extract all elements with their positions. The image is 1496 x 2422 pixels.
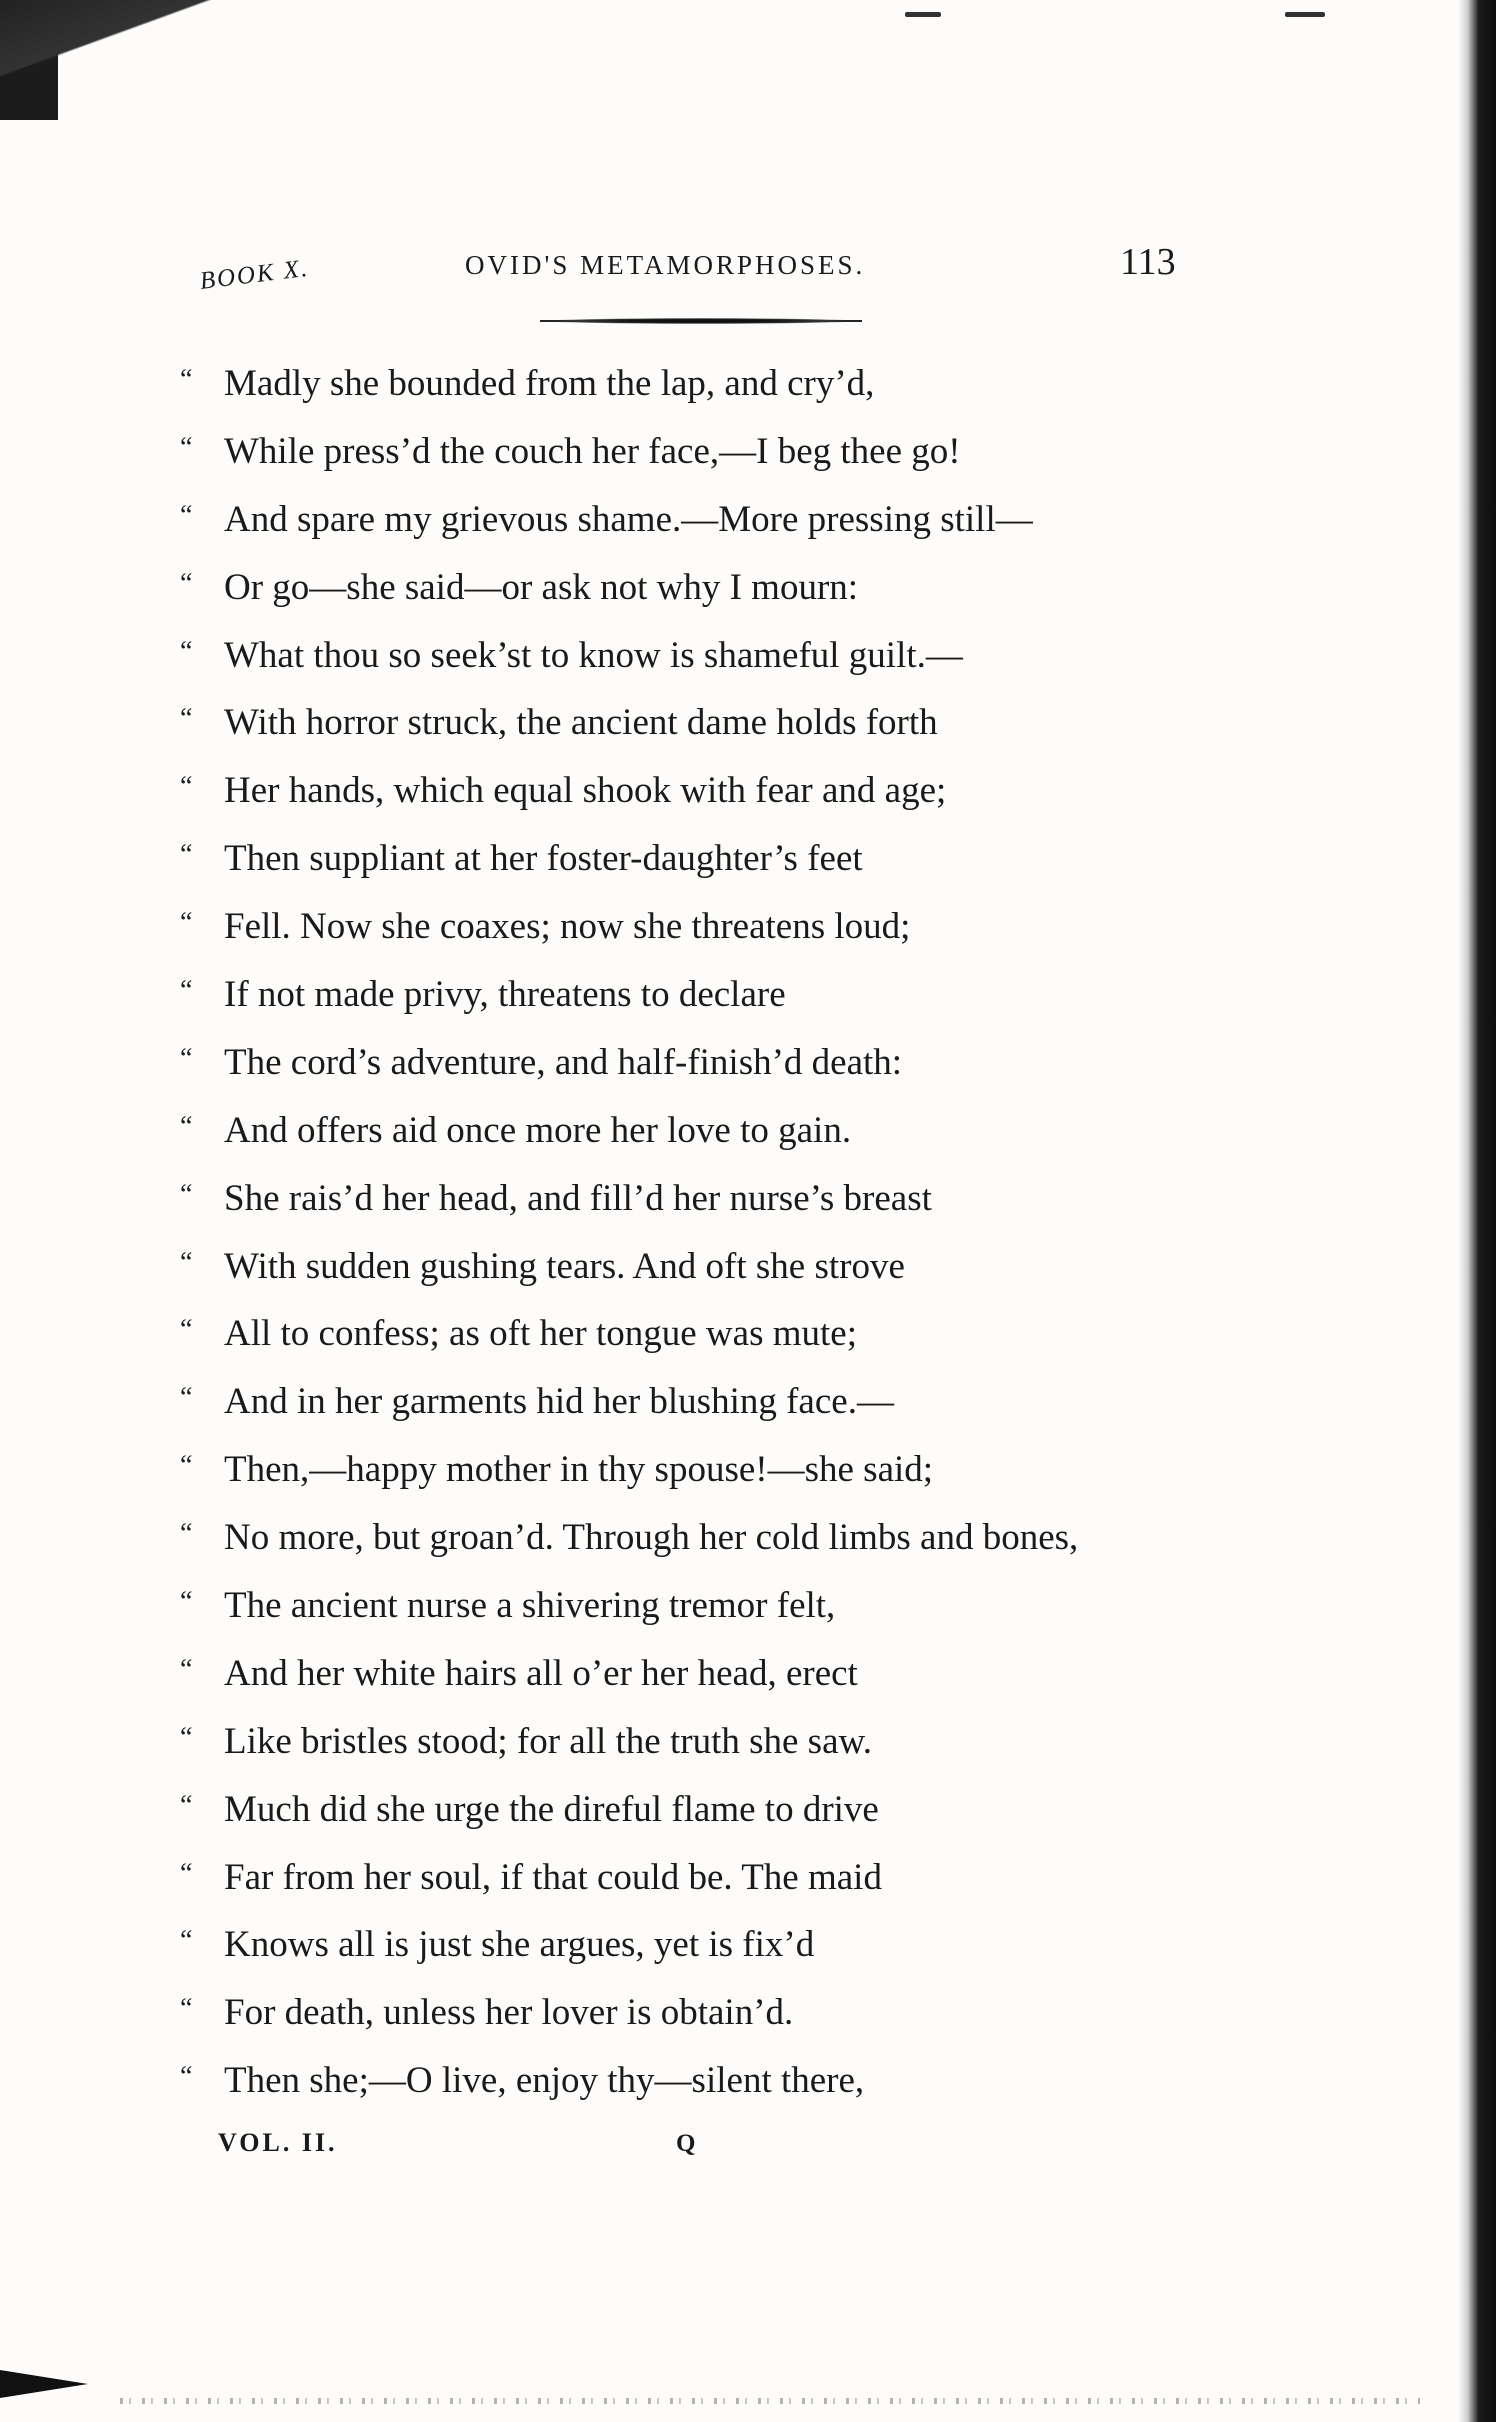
verse-line — [180, 1504, 1220, 1572]
verse-quote-mark: “ — [180, 703, 193, 735]
verse-line — [180, 350, 1220, 418]
verse-line-text: The cord’s adventure, and half-finish’d death: — [224, 1041, 903, 1083]
scan-arrow — [0, 2370, 88, 2398]
header-rule-ornament — [540, 318, 862, 324]
verse-quote-mark: “ — [180, 1450, 193, 1482]
verse-line-text: Knows all is just she argues, yet is fix’d — [224, 1924, 815, 1966]
verse-line-text: Much did she urge the direful flame to drive — [224, 1788, 879, 1830]
verse-block — [180, 350, 1220, 2115]
verse-line — [180, 1097, 1220, 1165]
verse-quote-mark: “ — [180, 1110, 193, 1142]
verse-line-text: Or go—she said—or ask not why I mourn: — [224, 566, 859, 608]
verse-quote-mark: “ — [180, 1857, 193, 1889]
verse-line — [180, 554, 1220, 622]
verse-quote-mark: “ — [180, 567, 193, 599]
verse-line-text: She rais’d her head, and fill’d her nurse’s breast — [224, 1177, 932, 1219]
verse-line-text: And in her garments hid her blushing face.— — [224, 1381, 894, 1423]
verse-line — [180, 825, 1220, 893]
verse-line — [180, 1436, 1220, 1504]
verse-line-text: Fell. Now she coaxes; now she threatens loud; — [224, 906, 911, 948]
verse-line-text: Far from her soul, if that could be. The maid — [224, 1856, 882, 1898]
verse-line — [180, 1029, 1220, 1097]
verse-line — [180, 1572, 1220, 1640]
verse-line-text: With horror struck, the ancient dame holds forth — [224, 702, 938, 744]
verse-line-text: No more, but groan’d. Through her cold limbs and bones, — [224, 1517, 1079, 1559]
verse-line — [180, 757, 1220, 825]
verse-line-text: For death, unless her lover is obtain’d. — [224, 1992, 794, 2034]
verse-line-text: All to confess; as oft her tongue was mute; — [224, 1313, 857, 1355]
verse-quote-mark: “ — [180, 431, 193, 463]
verse-line — [180, 961, 1220, 1029]
verse-quote-mark: “ — [180, 1246, 193, 1278]
verse-line-text: With sudden gushing tears. And oft she strove — [224, 1245, 905, 1287]
verse-line — [180, 2047, 1220, 2115]
verse-quote-mark: “ — [180, 1653, 193, 1685]
running-head — [0, 240, 1496, 300]
verse-line — [180, 1640, 1220, 1708]
verse-line — [180, 1911, 1220, 1979]
verse-line-text: Then she;—O live, enjoy thy—silent there, — [224, 2060, 865, 2102]
verse-quote-mark: “ — [180, 1721, 193, 1753]
verse-quote-mark: “ — [180, 1586, 193, 1618]
verse-quote-mark: “ — [180, 1314, 193, 1346]
verse-quote-mark: “ — [180, 975, 193, 1007]
verse-quote-mark: “ — [180, 771, 193, 803]
verse-line — [180, 418, 1220, 486]
verse-quote-mark: “ — [180, 1925, 193, 1957]
verse-line — [180, 1300, 1220, 1368]
verse-line — [180, 1979, 1220, 2047]
verse-line-text: And her white hairs all o’er her head, erect — [224, 1652, 858, 1694]
book-number: BOOK X. — [198, 254, 311, 295]
verse-line — [180, 1844, 1220, 1912]
verse-line-text: Her hands, which equal shook with fear and age; — [224, 770, 947, 812]
verse-line-text: Like bristles stood; for all the truth she saw. — [224, 1720, 873, 1762]
verse-line — [180, 1233, 1220, 1301]
verse-line-text: And spare my grievous shame.—More pressing still— — [224, 498, 1033, 540]
verse-line — [180, 1776, 1220, 1844]
verse-line — [180, 1165, 1220, 1233]
verse-quote-mark: “ — [180, 1518, 193, 1550]
verse-quote-mark: “ — [180, 907, 193, 939]
verse-line — [180, 1708, 1220, 1776]
verse-quote-mark: “ — [180, 364, 193, 395]
scan-mark — [1285, 12, 1325, 17]
verse-quote-mark: “ — [180, 635, 193, 667]
verse-line — [180, 1368, 1220, 1436]
volume-signature: VOL. II. — [218, 2128, 338, 2157]
verse-quote-mark: “ — [180, 499, 193, 531]
verse-quote-mark: “ — [180, 1178, 193, 1210]
verse-quote-mark: “ — [180, 839, 193, 871]
scan-edge-right — [1458, 0, 1496, 2422]
verse-line-text: Then suppliant at her foster-daughter’s feet — [224, 838, 863, 880]
verse-quote-mark: “ — [180, 1382, 193, 1414]
verse-line-text: Madly she bounded from the lap, and cry’d, — [224, 363, 875, 404]
page-number: 113 — [1120, 241, 1176, 283]
verse-line-text: If not made privy, threatens to declare — [224, 974, 786, 1016]
verse-quote-mark: “ — [180, 2061, 193, 2093]
signature-mark: Q — [676, 2130, 696, 2157]
scan-corner-shadow — [0, 0, 260, 120]
scan-mark — [905, 12, 941, 17]
verse-line-text: While press’d the couch her face,—I beg thee go! — [224, 430, 961, 472]
verse-line-text: Then,—happy mother in thy spouse!—she said; — [224, 1449, 934, 1491]
verse-quote-mark: “ — [180, 1789, 193, 1821]
verse-quote-mark: “ — [180, 1993, 193, 2025]
verse-line — [180, 622, 1220, 690]
verse-line-text: And offers aid once more her love to gain. — [224, 1109, 852, 1151]
verse-line — [180, 893, 1220, 961]
verse-quote-mark: “ — [180, 1042, 193, 1074]
verse-line — [180, 689, 1220, 757]
verse-line-text: The ancient nurse a shivering tremor felt, — [224, 1585, 836, 1627]
verse-line-text: What thou so seek’st to know is shameful guilt.— — [224, 634, 963, 676]
scan-noise — [120, 2398, 1420, 2404]
verse-line — [180, 486, 1220, 554]
page-title: OVID'S METAMORPHOSES. — [465, 250, 866, 280]
